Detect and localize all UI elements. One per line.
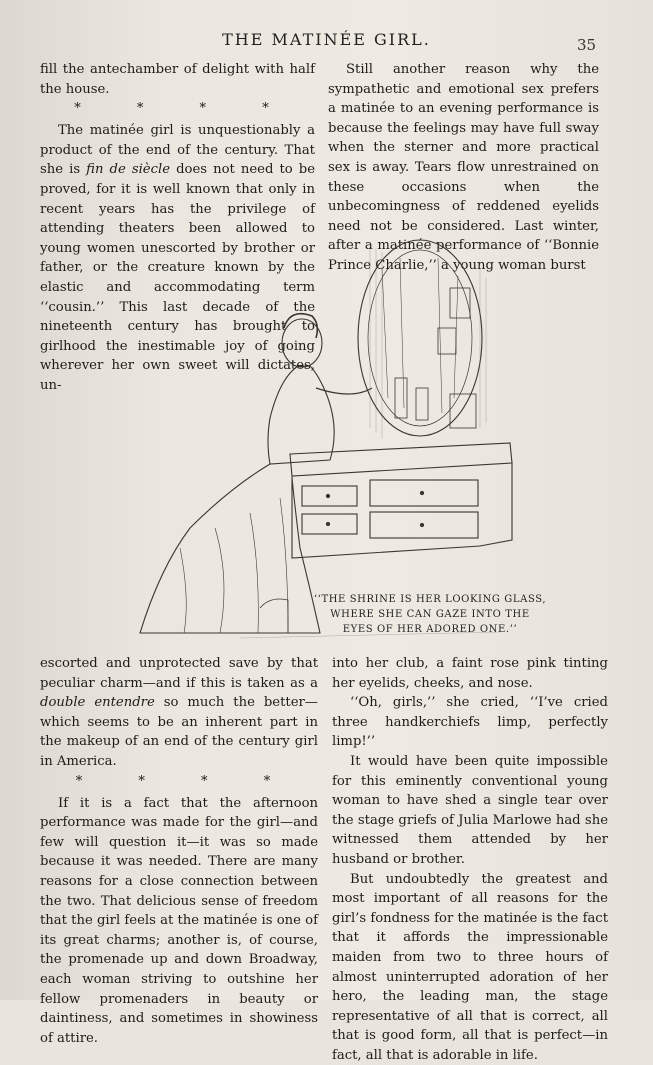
running-header: THE MATINÉE GIRL.: [222, 30, 431, 49]
paragraph: The matinée girl is unquestionably a product of the end of the century. That she is fin de siècle does not need to be proved, for it is well known that only in recent years has the privilege of attending theaters been allowed to young women unescorted by brother or father, or the creature known by the elastic and accommodating term ‘‘cousin.’’ This last decade of the nineteenth century has brought to girlhood the inestimable joy of going wherever her own sweet will dictates, un-: [40, 123, 315, 393]
section-divider: * * * *: [75, 773, 297, 789]
woman-skirt: [140, 464, 320, 633]
paragraph: into her club, a faint rose pink tinting her eyelids, cheeks, and nose.: [332, 656, 608, 691]
mirror-frame: [358, 240, 482, 436]
paragraph: escorted and unprotected save by that peculiar charm—and if this is taken as a double entendre so much the better—which seems to be an inherent part in the makeup of an end of the century girl in America.: [40, 656, 318, 769]
section-divider: * * * *: [74, 101, 295, 117]
right-column-bottom: [332, 654, 608, 1065]
woman-at-mirror-illustration: [120, 228, 540, 648]
paragraph: It would have been quite impossible for this eminently conventional young woman to have shed a single tear over the stage griefs of Julia Marlowe had she witnessed them attended by her husband or brother.: [332, 753, 608, 867]
paragraph: Still another reason why the sympathetic and emotional sex prefers a matinée to an evening performance is because the feelings may have full sway when the sterner and more practical sex is away. Tears flow unrestrained on these occasions when the unbecomingness of reddened eyelids need not be considered. Last winter, after a matinée performance of ‘‘Bonnie Prince Charlie,’’ a young woman burst: [328, 62, 599, 273]
dresser-top: [290, 443, 512, 476]
italic-phrase: double entendre: [40, 695, 155, 711]
illustration-caption: ‘‘THE SHRINE IS HER LOOKING GLASS, WHERE SHE CAN GAZE INTO THE EYES OF HER ADORED ONE.’’: [313, 594, 547, 635]
paragraph: But undoubtedly the greatest and most important of all reasons for the girl’s fondness for the matinée is the fact that it affords the impressionable maiden from two to three hours of almost uninterrupted adoration of her hero, the leading man, the stage representative of all that is correct, all that is good form, all that is perfect—in fact, all that is adorable in life.: [332, 871, 608, 1063]
paragraph: fill the antechamber of delight with half the house.: [40, 62, 315, 97]
paragraph: If it is a fact that the afternoon performance was made for the girl—and few will question it—it was so made because it was needed. There are many reasons for a close connection between the two. That delicious sense of freedom that the girl feels at the matinée is one of its great charms; another is, of course, the promenade up and down Broadway, each woman striving to outshine her fellow promenaders in beauty or daintiness, and sometimes in showiness of attire.: [40, 795, 318, 1046]
page-number: 35: [577, 36, 597, 54]
italic-phrase: fin de siècle: [86, 162, 171, 178]
woman-head: [282, 319, 322, 367]
paragraph: ‘‘Oh, girls,’’ she cried, ‘‘I’ve cried three handkerchiefs limp, perfectly limp!’’: [332, 695, 608, 750]
left-column-bottom: [40, 654, 318, 1048]
